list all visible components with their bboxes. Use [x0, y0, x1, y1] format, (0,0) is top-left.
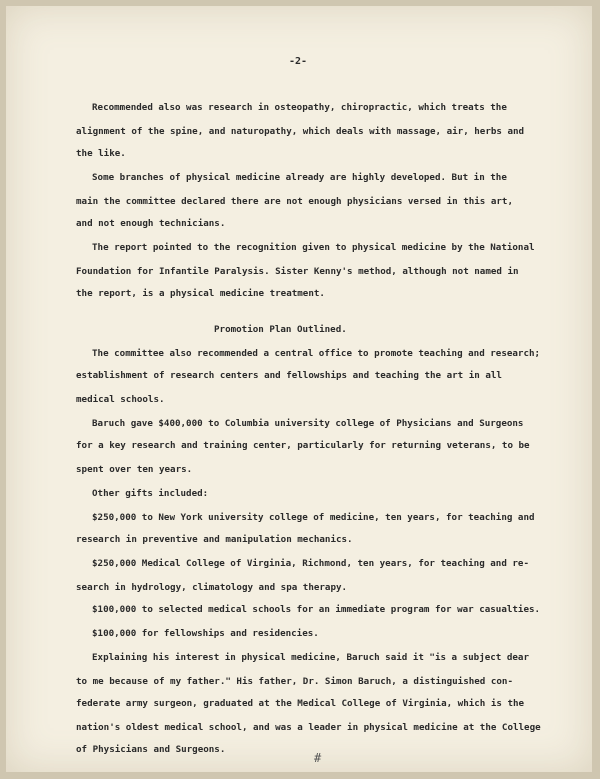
- text-line: $100,000 to selected medical schools for an immediate program for war casualties.: [92, 604, 541, 615]
- text-line: spent over ten years.: [76, 464, 193, 475]
- text-line: The committee also recommended a central office to promote teaching and research;: [92, 348, 541, 359]
- text-line: the report, is a physical medicine treatment.: [76, 288, 325, 299]
- text-line: of Physicians and Surgeons.: [76, 744, 226, 755]
- text-line: medical schools.: [76, 394, 165, 405]
- text-line: federate army surgeon, graduated at the Medical College of Virginia, which is the: [76, 698, 525, 709]
- text-line: Foundation for Infantile Paralysis. Sister Kenny's method, although not named in: [76, 266, 519, 277]
- text-line: $100,000 for fellowships and residencies.: [92, 628, 319, 639]
- document-page: [6, 6, 592, 772]
- text-line: for a key research and training center, particularly for returning veterans, to be: [76, 440, 530, 451]
- text-line: $250,000 Medical College of Virginia, Richmond, ten years, for teaching and re-: [92, 558, 529, 569]
- section-heading: Promotion Plan Outlined.: [214, 324, 347, 335]
- text-line: and not enough technicians.: [76, 218, 226, 229]
- text-line: Recommended also was research in osteopathy, chiropractic, which treats the: [92, 102, 507, 113]
- text-line: alignment of the spine, and naturopathy, which deals with massage, air, herbs and: [76, 126, 525, 137]
- text-line: The report pointed to the recognition given to physical medicine by the National: [92, 242, 535, 253]
- text-line: nation's oldest medical school, and was a leader in physical medicine at the College: [76, 722, 541, 733]
- footer-mark: #: [314, 751, 322, 765]
- text-line: Other gifts included:: [92, 488, 209, 499]
- text-line: Some branches of physical medicine already are highly developed. But in the: [92, 172, 507, 183]
- text-line: main the committee declared there are not enough physicians versed in this art,: [76, 196, 513, 207]
- text-line: to me because of my father." His father, Dr. Simon Baruch, a distinguished con-: [76, 676, 513, 687]
- text-line: Baruch gave $400,000 to Columbia university college of Physicians and Surgeons: [92, 418, 524, 429]
- page-number: -2-: [289, 56, 308, 67]
- text-line: Explaining his interest in physical medicine, Baruch said it "is a subject dear: [92, 652, 529, 663]
- text-line: research in preventive and manipulation mechanics.: [76, 534, 353, 545]
- text-line: establishment of research centers and fellowships and teaching the art in all: [76, 370, 502, 381]
- text-line: search in hydrology, climatology and spa therapy.: [76, 582, 348, 593]
- text-line: $250,000 to New York university college of medicine, ten years, for teaching and: [92, 512, 535, 523]
- text-line: the like.: [76, 148, 126, 159]
